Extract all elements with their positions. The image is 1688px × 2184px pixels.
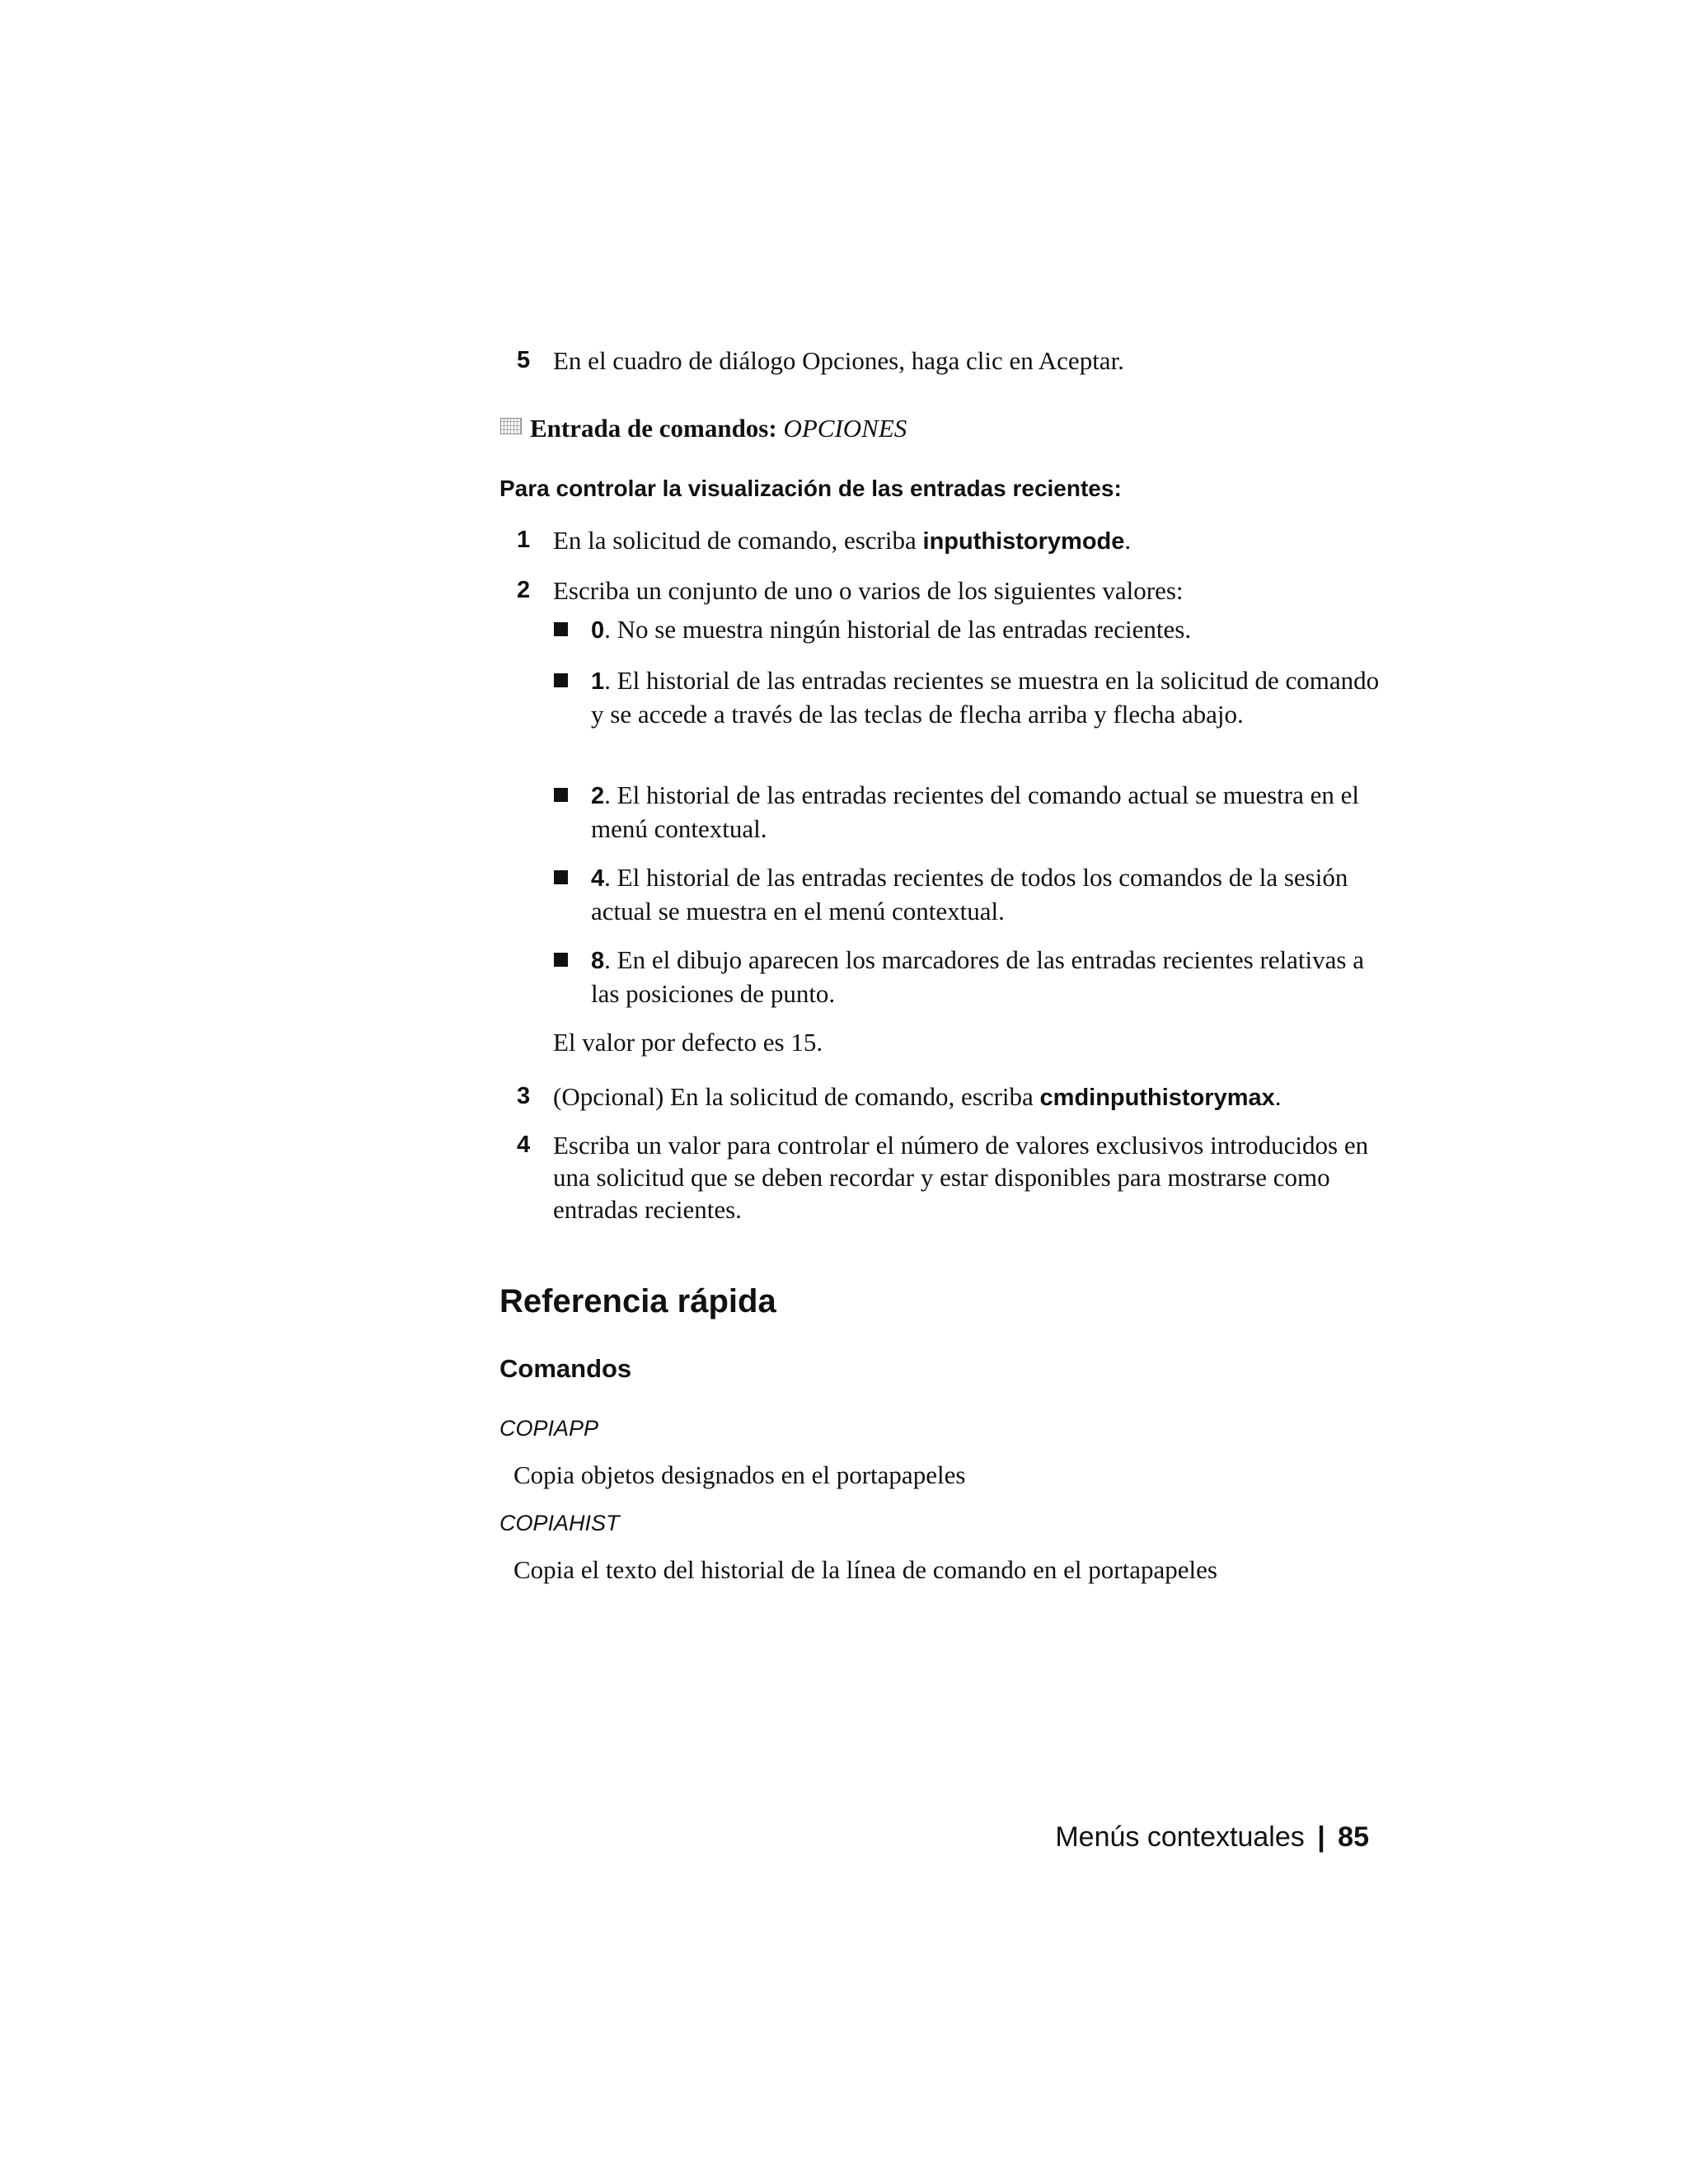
value-text: . El historial de las entradas recientes del comando actual se muestra en el menú contextual.	[591, 780, 1360, 843]
value-key: 1	[591, 668, 605, 695]
command-entry-value: OPCIONES	[783, 414, 907, 443]
value-key: 8	[591, 948, 605, 974]
command-entry-label: Entrada de comandos:	[530, 414, 777, 443]
step-text-part: (Opcional) En la solicitud de comando, escriba	[553, 1082, 1040, 1111]
keyboard-icon	[500, 418, 522, 434]
bullet-square	[554, 622, 568, 636]
value-key: 2	[591, 783, 605, 809]
command-name: cmdinputhistorymax	[1039, 1085, 1275, 1111]
step-text	[553, 524, 1410, 558]
bullet-square	[554, 673, 568, 687]
step-number: 5	[517, 347, 531, 373]
page-footer	[1055, 1820, 1369, 1854]
value-key: 0	[591, 617, 605, 644]
step-text-part: .	[1274, 1082, 1282, 1111]
value-item	[591, 613, 1382, 647]
subsection-heading: Comandos	[499, 1354, 632, 1383]
bullet-square	[554, 953, 568, 967]
step-text: En el cuadro de diálogo Opciones, haga clic en Aceptar.	[553, 346, 1124, 375]
value-text: . No se muestra ningún historial de las entradas recientes.	[604, 615, 1192, 644]
command-name: inputhistorymode	[922, 528, 1125, 555]
step-text: Escriba un valor para controlar el número de valores exclusivos introducidos en una solicitud que se deben recordar y estar disponibles para mostrarse como entradas recientes.	[553, 1131, 1369, 1224]
value-item	[591, 779, 1382, 845]
value-text: . El historial de las entradas recientes de todos los comandos de la sesión actual se muestra en el menú contextual.	[591, 863, 1348, 926]
command-entry	[530, 412, 907, 444]
value-item	[591, 664, 1382, 730]
command-description: Copia objetos designados en el portapapeles	[513, 1460, 966, 1489]
command-name: COPIAPP	[499, 1416, 599, 1441]
step-number: 2	[517, 577, 531, 603]
default-note: El valor por defecto es 15.	[553, 1028, 823, 1057]
step-text	[553, 1080, 1410, 1114]
step-text-part: En la solicitud de comando, escriba	[553, 526, 923, 555]
section-heading: Referencia rápida	[499, 1283, 776, 1319]
footer-section: Menús contextuales	[1055, 1821, 1305, 1853]
procedure-title: Para controlar la visualización de las entradas recientes:	[499, 476, 1122, 501]
page-number: 85	[1338, 1821, 1369, 1853]
value-text: . El historial de las entradas recientes se muestra en la solicitud de comando y se accede a través de las teclas de flecha arriba y flecha abajo.	[591, 666, 1380, 729]
step-number: 3	[517, 1083, 531, 1109]
bullet-square	[554, 870, 568, 884]
command-name: COPIAHIST	[499, 1511, 620, 1535]
value-text: . En el dibujo aparecen los marcadores de las entradas recientes relativas a las posiciones de punto.	[591, 945, 1364, 1008]
step-number: 4	[517, 1132, 531, 1158]
footer-separator: |	[1317, 1821, 1325, 1853]
value-item	[591, 861, 1382, 927]
step-text: Escriba un conjunto de uno o varios de los siguientes valores:	[553, 576, 1184, 605]
step-number: 1	[517, 527, 531, 553]
value-item	[591, 944, 1382, 1010]
value-key: 4	[591, 865, 605, 892]
command-description: Copia el texto del historial de la línea de comando en el portapapeles	[513, 1555, 1217, 1584]
bullet-square	[554, 788, 568, 802]
step-text-part: .	[1124, 526, 1132, 555]
